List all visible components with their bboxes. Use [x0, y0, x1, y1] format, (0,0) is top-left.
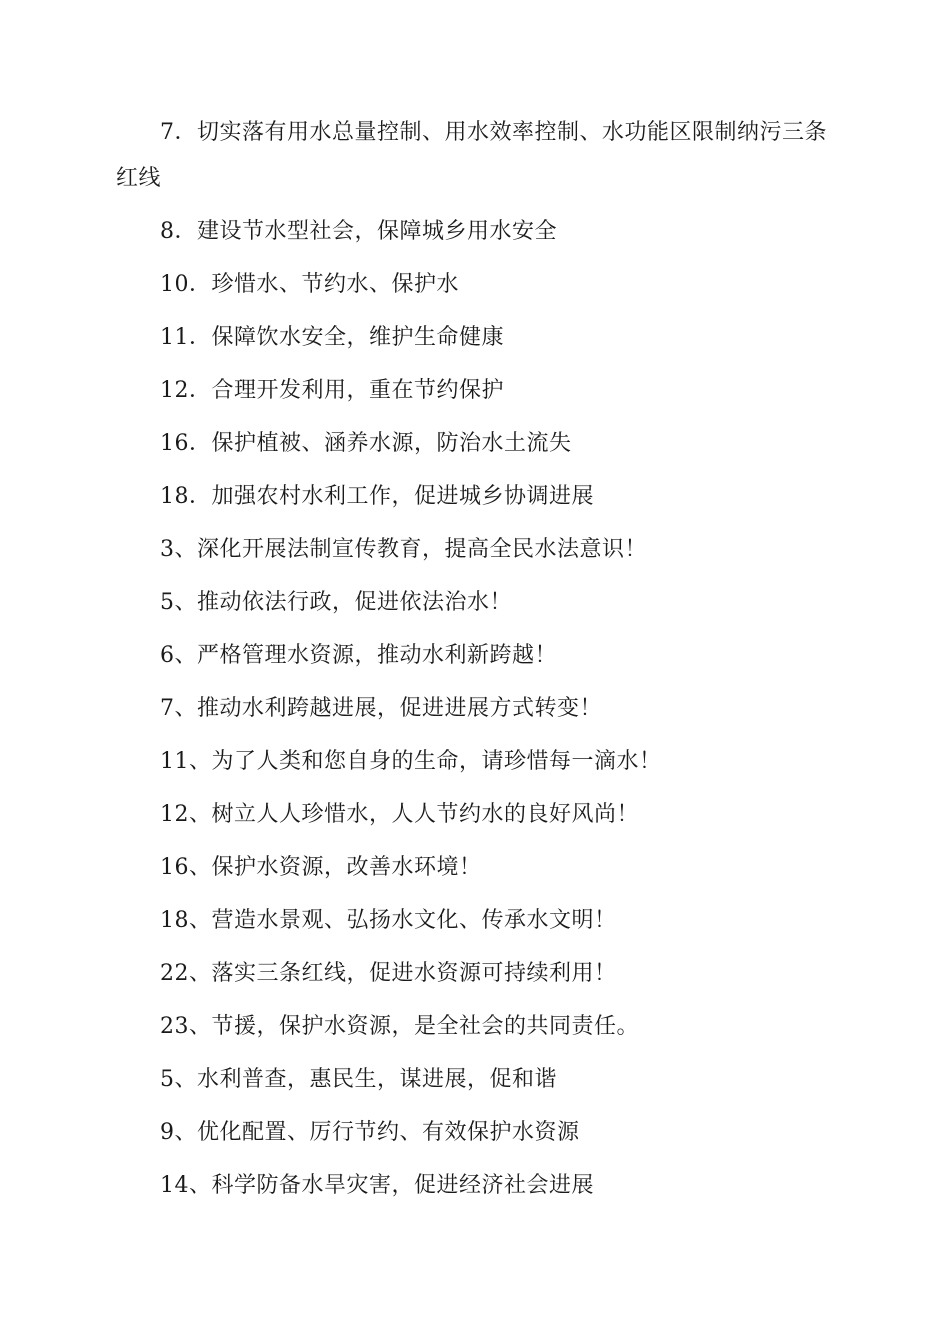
slogan-line: 3、深化开展法制宣传教育，提高全民水法意识！	[160, 537, 647, 562]
slogan-line: 11、为了人类和您自身的生命，请珍惜每一滴水！	[160, 749, 662, 774]
slogan-line: 9、优化配置、厉行节约、有效保护水资源	[160, 1120, 580, 1145]
slogan-line: 16、保护水资源，改善水环境！	[160, 855, 482, 880]
slogan-line: 14、科学防备水旱灾害，促进经济社会进展	[160, 1173, 594, 1198]
slogan-line: 5、水利普查，惠民生，谋进展，促和谐	[160, 1067, 557, 1092]
slogan-line: 8．建设节水型社会，保障城乡用水安全	[160, 219, 557, 244]
slogan-line: 18、营造水景观、弘扬水文化、传承水文明！	[160, 908, 617, 933]
slogan-line: 10．珍惜水、节约水、保护水	[160, 272, 459, 297]
slogan-line: 18．加强农村水利工作，促进城乡协调进展	[160, 484, 594, 509]
document-body	[116, 110, 836, 1216]
slogan-line: 7．切实落有用水总量控制、用水效率控制、水功能区限制纳污三条红线	[116, 120, 827, 191]
slogan-line: 22、落实三条红线，促进水资源可持续利用！	[160, 961, 617, 986]
slogan-line: 12．合理开发利用，重在节约保护	[160, 378, 504, 403]
slogan-line: 7、推动水利跨越进展，促进进展方式转变！	[160, 696, 602, 721]
slogan-line: 5、推动依法行政，促进依法治水！	[160, 590, 512, 615]
slogan-line: 12、树立人人珍惜水，人人节约水的良好风尚！	[160, 802, 639, 827]
slogan-line: 16．保护植被、涵养水源，防治水土流失	[160, 431, 572, 456]
slogan-line: 11．保障饮水安全，维护生命健康	[160, 325, 504, 350]
slogan-line: 23、节援，保护水资源，是全社会的共同责任。	[160, 1014, 639, 1039]
slogan-line: 6、严格管理水资源，推动水利新跨越！	[160, 643, 557, 668]
